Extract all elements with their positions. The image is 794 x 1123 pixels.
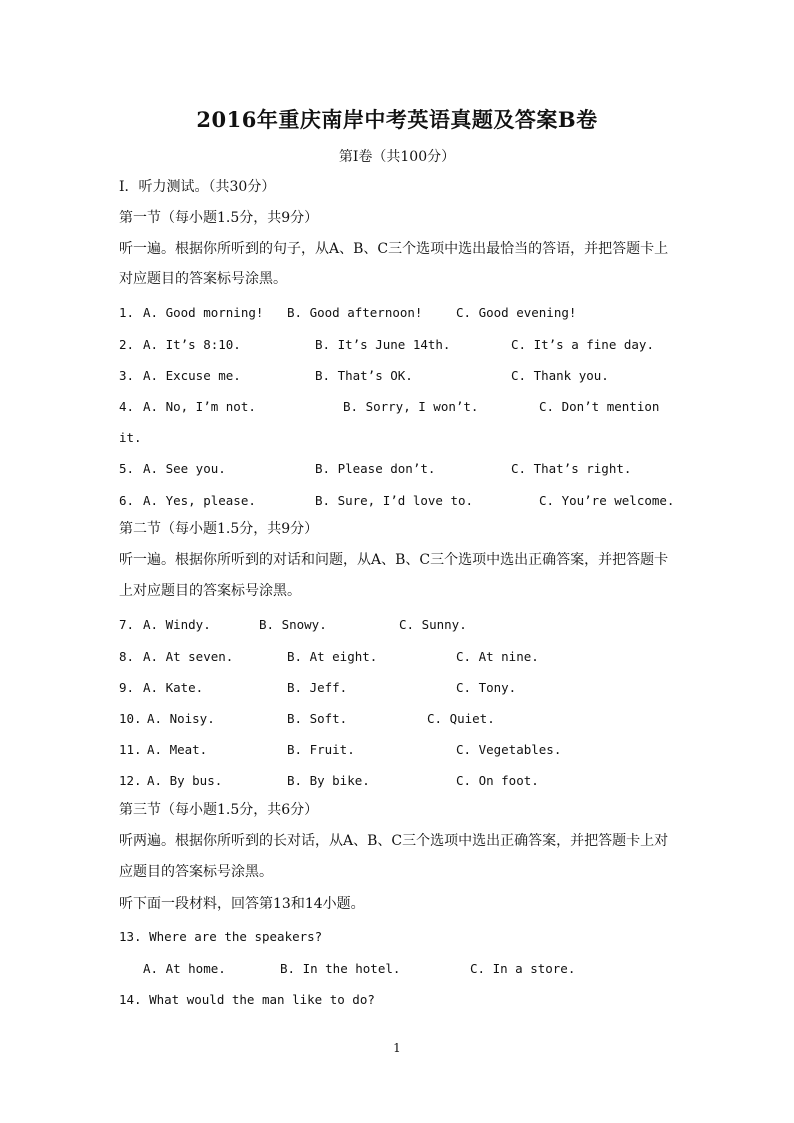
option-c: C. You’re welcome. (539, 493, 675, 508)
part2-heading: 第二节（每小题1.5分，共9分） (119, 521, 319, 537)
material-note: 听下面一段材料，回答第13和14小题。 (119, 896, 365, 912)
option-b: B. In the hotel. (280, 961, 401, 976)
question-number: 10. (119, 711, 142, 726)
question-number: 2. (119, 337, 135, 352)
option-b: B. Snowy. (259, 617, 327, 632)
question-number: 12. (119, 773, 142, 788)
question-number: 6. (119, 493, 135, 508)
page-title: 2016年重庆南岸中考英语真题及答案B卷 (196, 107, 598, 132)
question-number: 1. (119, 305, 135, 320)
option-b: B. Sorry, I won’t. (343, 399, 479, 414)
option-b: B. Please don’t. (315, 461, 436, 476)
question-number: 5. (119, 461, 135, 476)
option-b: B. Good afternoon! (287, 305, 423, 320)
option-c: C. That’s right. (511, 461, 632, 476)
option-c: C. Vegetables. (456, 742, 562, 757)
option-c-continuation: it. (119, 430, 142, 445)
page-subtitle: 第I卷（共100分） (338, 149, 456, 165)
option-a: A. No, I’m not. (143, 399, 256, 414)
part1-heading: 第一节（每小题1.5分，共9分） (119, 210, 319, 226)
page-number: 1 (393, 1041, 401, 1055)
part2-instruction: 听一遍。根据你所听到的对话和问题，从A、B、C三个选项中选出正确答案，并把答题卡 (119, 552, 669, 568)
question-text: 13. Where are the speakers? (119, 929, 323, 944)
option-c: C. On foot. (456, 773, 539, 788)
question-number: 7. (119, 617, 135, 632)
option-b: B. Soft. (287, 711, 348, 726)
option-c: C. At nine. (456, 649, 539, 664)
question-number: 9. (119, 680, 135, 695)
option-b: B. Jeff. (287, 680, 348, 695)
question-number: 8. (119, 649, 135, 664)
option-b: B. It’s June 14th. (315, 337, 451, 352)
question-number: 3. (119, 368, 135, 383)
option-a: A. Windy. (143, 617, 211, 632)
option-c: C. Sunny. (399, 617, 467, 632)
option-c: C. In a store. (470, 961, 576, 976)
part1-instruction: 听一遍。根据你所听到的句子，从A、B、C三个选项中选出最恰当的答语，并把答题卡上 (119, 241, 669, 257)
option-b: B. At eight. (287, 649, 378, 664)
option-c: C. Quiet. (427, 711, 495, 726)
option-a: A. Good morning! (143, 305, 264, 320)
option-c: C. Thank you. (511, 368, 609, 383)
option-a: A. Noisy. (147, 711, 215, 726)
option-b: B. That’s OK. (315, 368, 413, 383)
option-a: A. By bus. (147, 773, 223, 788)
section-heading: I．听力测试。（共30分） (119, 179, 276, 195)
option-a: A. It’s 8:10. (143, 337, 241, 352)
question-text: 14. What would the man like to do? (119, 992, 375, 1007)
question-number: 4. (119, 399, 135, 414)
option-c: C. Don’t mention (539, 399, 660, 414)
part3-heading: 第三节（每小题1.5分，共6分） (119, 802, 319, 818)
option-a: A. See you. (143, 461, 226, 476)
option-c: C. It’s a fine day. (511, 337, 654, 352)
question-number: 11. (119, 742, 142, 757)
option-a: A. Yes, please. (143, 493, 256, 508)
option-b: B. Fruit. (287, 742, 355, 757)
option-a: A. Kate. (143, 680, 204, 695)
option-a: A. At home. (143, 961, 226, 976)
part3-instruction: 听两遍。根据你所听到的长对话，从A、B、C三个选项中选出正确答案，并把答题卡上对 (119, 833, 669, 849)
option-c: C. Good evening! (456, 305, 577, 320)
option-c: C. Tony. (456, 680, 517, 695)
option-a: A. Meat. (147, 742, 208, 757)
option-b: B. By bike. (287, 773, 370, 788)
option-a: A. At seven. (143, 649, 234, 664)
option-b: B. Sure, I’d love to. (315, 493, 474, 508)
option-a: A. Excuse me. (143, 368, 241, 383)
part3-instruction-cont: 应题目的答案标号涂黑。 (119, 864, 273, 880)
part1-instruction-cont: 对应题目的答案标号涂黑。 (119, 271, 287, 287)
part2-instruction-cont: 上对应题目的答案标号涂黑。 (119, 583, 301, 599)
